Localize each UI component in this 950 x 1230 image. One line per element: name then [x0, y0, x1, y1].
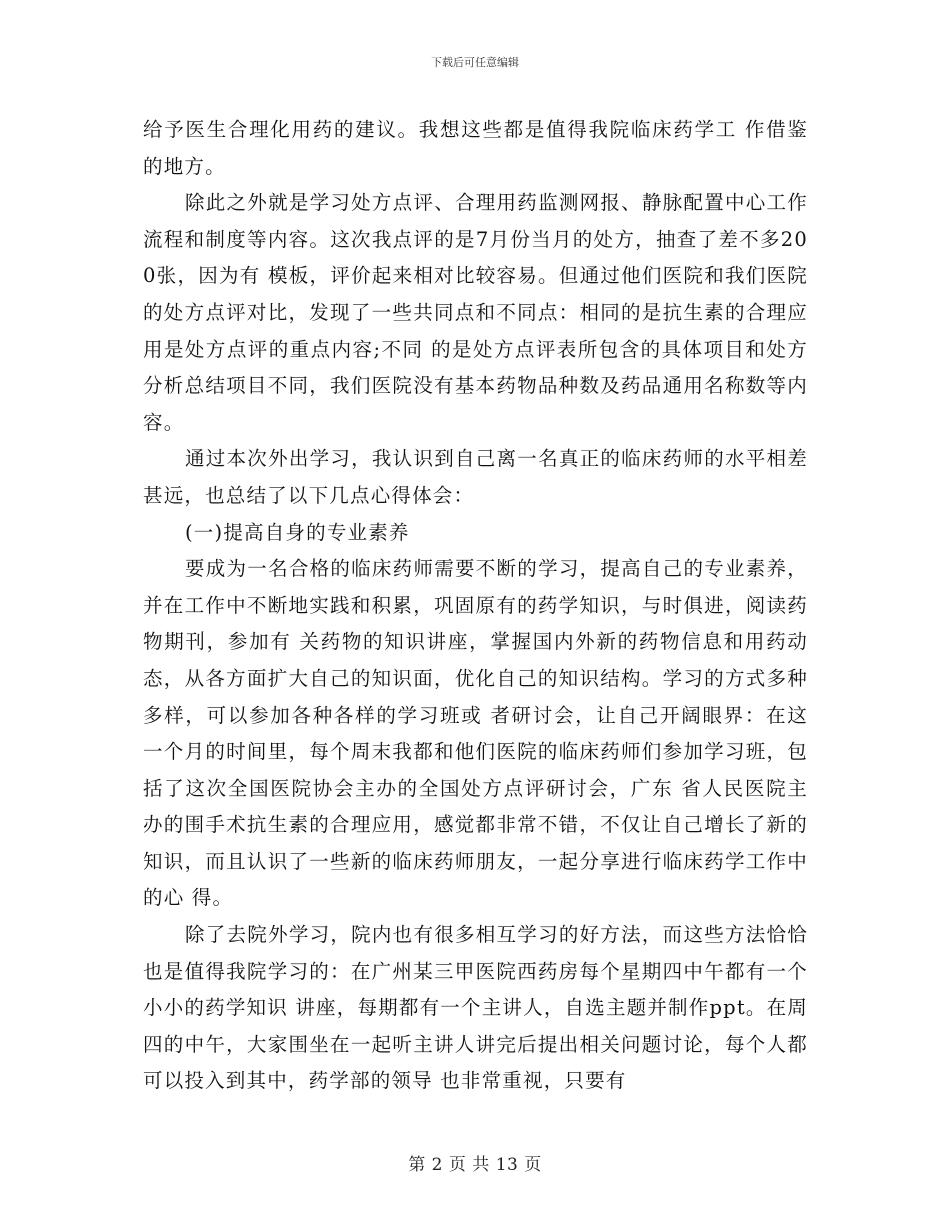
page-header: 下载后可任意编辑: [431, 56, 519, 69]
paragraph-3: 通过本次外出学习，我认识到自己离一名真正的临床药师的水平相差甚远，也总结了以下几点心得体会：: [143, 447, 808, 507]
paragraph-5: 除了去院外学习，院内也有很多相互学习的好方法，而这些方法恰恰也是值得我院学习的：在广州某三甲医院西药房每个星期四中午都有一个小小的药学知识 讲座，每期都有一个主讲人，自选主题并制作ppt。在周四的中午，大家围坐在一起听主讲人讲完后提出相关问题讨论，每个人都可以投入到其中，药学部的领导 也非常重视，只要有: [143, 923, 808, 1093]
section-heading: (一)提高自身的专业素养: [185, 520, 410, 544]
paragraph-1: 给予医生合理化用药的建议。我想这些都是值得我院临床药学工 作借鉴的地方。: [143, 118, 808, 178]
document-body: [143, 112, 808, 1100]
paragraph-4: 要成为一名合格的临床药师需要不断的学习，提高自己的专业素养，并在工作中不断地实践和积累，巩固原有的药学知识，与时俱进，阅读药物期刊，参加有 关药物的知识讲座，掌握国内外新的药物信息和用药动态，从各方面扩大自己的知识面，优化自己的知识结构。学习的方式多种多样，可以参加各种各样的学习班或 者研讨会，让自己开阔眼界：在这一个月的时间里，每个周末我都和他们医院的临床药师们参加学习班，包括了这次全国医院协会主办的全国处方点评研讨会，广东 省人民医院主办的围手术抗生素的合理应用，感觉都非常不错，不仅让自己增长了新的知识，而且认识了一些新的临床药师朋友，一起分享进行临床药学工作中的心 得。: [143, 557, 808, 910]
page-number: 第 2 页 共 13 页: [408, 1155, 542, 1175]
paragraph-2: 除此之外就是学习处方点评、合理用药监测网报、静脉配置中心工作流程和制度等内容。这次我点评的是7月份当月的处方，抽查了差不多200张，因为有 模板，评价起来相对比较容易。但通过他们医院和我们医院的处方点评对比，发现了一些共同点和不同点：相同的是抗生素的合理应用是处方点评的重点内容;不同 的是处方点评表所包含的具体项目和处方分析总结项目不同，我们医院没有基本药物品种数及药品通用名称数等内容。: [143, 191, 808, 434]
page-footer: [0, 1150, 950, 1175]
